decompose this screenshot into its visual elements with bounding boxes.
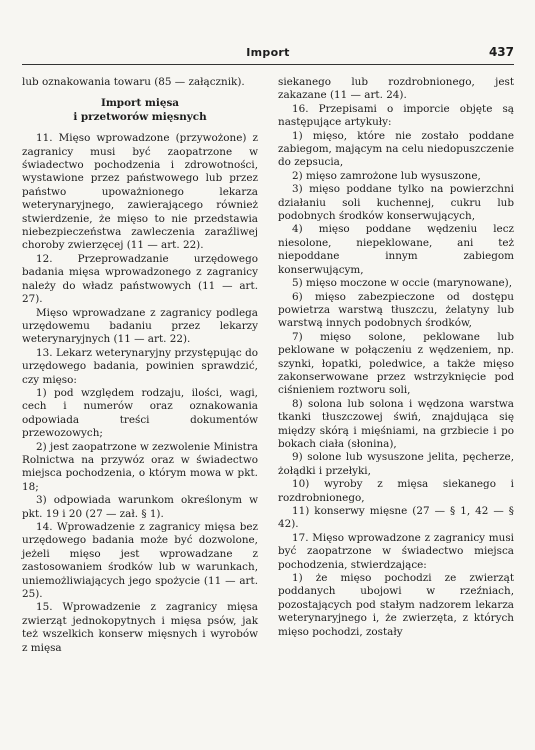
list-item: 3) mięso poddane tylko na powierzchni działaniu soli kuchennej, cukru lub podobnych środków konserwujących, bbox=[278, 183, 514, 223]
list-item: 5) mięso moczone w occie (marynowane), bbox=[292, 277, 513, 290]
paragraph: siekanego lub rozdrobnionego, jest zakazane (11 — art. 24). bbox=[278, 76, 514, 102]
running-title: Import bbox=[246, 46, 290, 59]
list-item: 7) mięso solone, peklowane lub peklowane w połączeniu z wędzeniem, np. szynki, łopatki, poledwice, a także mięso zakonserwowane przez wstrzyknięcie pod ciśnieniem roztworu soli, bbox=[278, 330, 514, 397]
paragraph-17: 17. Mięso wprowadzone z zagranicy musi być zaopatrzone w świadectwo miejsca pochodzenia, stwierdzające: bbox=[278, 531, 514, 571]
section-heading bbox=[22, 97, 258, 124]
list-item: 6) mięso zabezpieczone od dostępu powietrza warstwą tłuszczu, żelatyny lub warstwą innych podobnych środków, bbox=[278, 290, 514, 330]
section-heading-line: Import mięsa bbox=[100, 97, 180, 110]
list-item: 2) mięso zamrożone lub wysuszone, bbox=[292, 169, 481, 182]
paragraph-16: 16. Przepisami o imporcie objęte są następujące artykuły: bbox=[278, 102, 514, 129]
list-item: 1) mięso, które nie zostało poddane zabiegom, mającym na celu niedopuszczenie do zepsucia, bbox=[278, 129, 514, 169]
page-number: 437 bbox=[488, 45, 514, 59]
list-item: 8) solona lub solona i wędzona warstwa tkanki tłuszczowej świń, znajdująca się między skórą i mięśniami, na grzbiecie i po bokach ciała (słonina), bbox=[278, 397, 514, 450]
list-item: 10) wyroby z mięsa siekanego i rozdrobnionego, bbox=[278, 478, 514, 504]
paragraph: lub oznakowania towaru (85 — załącznik). bbox=[22, 76, 245, 88]
list-item: 9) solone lub wysuszone jelita, pęcherze, żołądki i przełyki, bbox=[278, 451, 514, 477]
list-item: 11) konserwy mięsne (27 — § 1, 42 — § 42). bbox=[278, 505, 514, 531]
paragraph-12: 12. Przeprowadzanie urzędowego badania mięsa wprowadzonego z zagranicy należy do władz państwowych (11 — art. 27). bbox=[22, 252, 258, 306]
list-item: 2) jest zaopatrzone w zezwolenie Ministra Rolnictwa na przywóz oraz w świadectwo miejsca pochodzenia, o którym mowa w pkt. 18; bbox=[22, 440, 258, 493]
list-item: 3) odpowiada warunkom określonym w pkt. 19 i 20 (27 — zał. § 1). bbox=[22, 494, 258, 520]
paragraph-11: 11. Mięso wprowadzone (przywożone) z zagranicy musi być zaopatrzone w świadectwo pochodzenia i zdrowotności, wystawione przez państwowego lub przez państwo upoważnionego lekarza weterynaryjnego, zawierającego również stwierdzenie, że mięso to nie przedstawia niebezpieczeństwa zawleczenia zaraźliwej choroby zwierzęcej (11 — art. 22). bbox=[22, 132, 258, 252]
list-item: 1) pod względem rodzaju, ilości, wagi, cech i numerów oraz oznakowania odpowiada treści dokumentów przewozowych; bbox=[22, 386, 258, 440]
list-item: 1) że mięso pochodzi ze zwierząt poddanych ubojowi w rzeźniach, pozostających pod stałym nadzorem lekarza weterynaryjnego i, że zwierzęta, z których mięso pochodzi, zostały bbox=[278, 572, 514, 638]
paragraph: Mięso wprowadzane z zagranicy podlega urzędowemu badaniu przez lekarzy weterynaryjnych (11 — art. 22). bbox=[22, 306, 258, 346]
paragraph-15: 15. Wprowadzenie z zagranicy mięsa zwierząt jednokopytnych i mięsa psów, jak też wszelkich konserw mięsnych i wyrobów z mięsa bbox=[22, 601, 258, 654]
paragraph-13: 13. Lekarz weterynaryjny przystępując do urzędowego badania, powinien sprawdzić, czy mięso: bbox=[22, 346, 258, 386]
list-item: 4) mięso poddane wędzeniu lecz niesolone, niepeklowane, ani też niepoddane innym zabiegom konserwującym, bbox=[278, 223, 514, 276]
paragraph-14: 14. Wprowadzenie z zagranicy mięsa bez urzędowego badania może być dozwolone, jeżeli mięso jest wprowadzane z zastosowaniem środków lub w warunkach, uniemożliwiających jego spożycie (11 — art. 25). bbox=[22, 521, 258, 601]
right-column bbox=[278, 76, 514, 639]
section-heading-line: i przetworów mięsnych bbox=[73, 110, 207, 123]
running-header bbox=[22, 44, 514, 65]
left-column bbox=[22, 76, 258, 655]
